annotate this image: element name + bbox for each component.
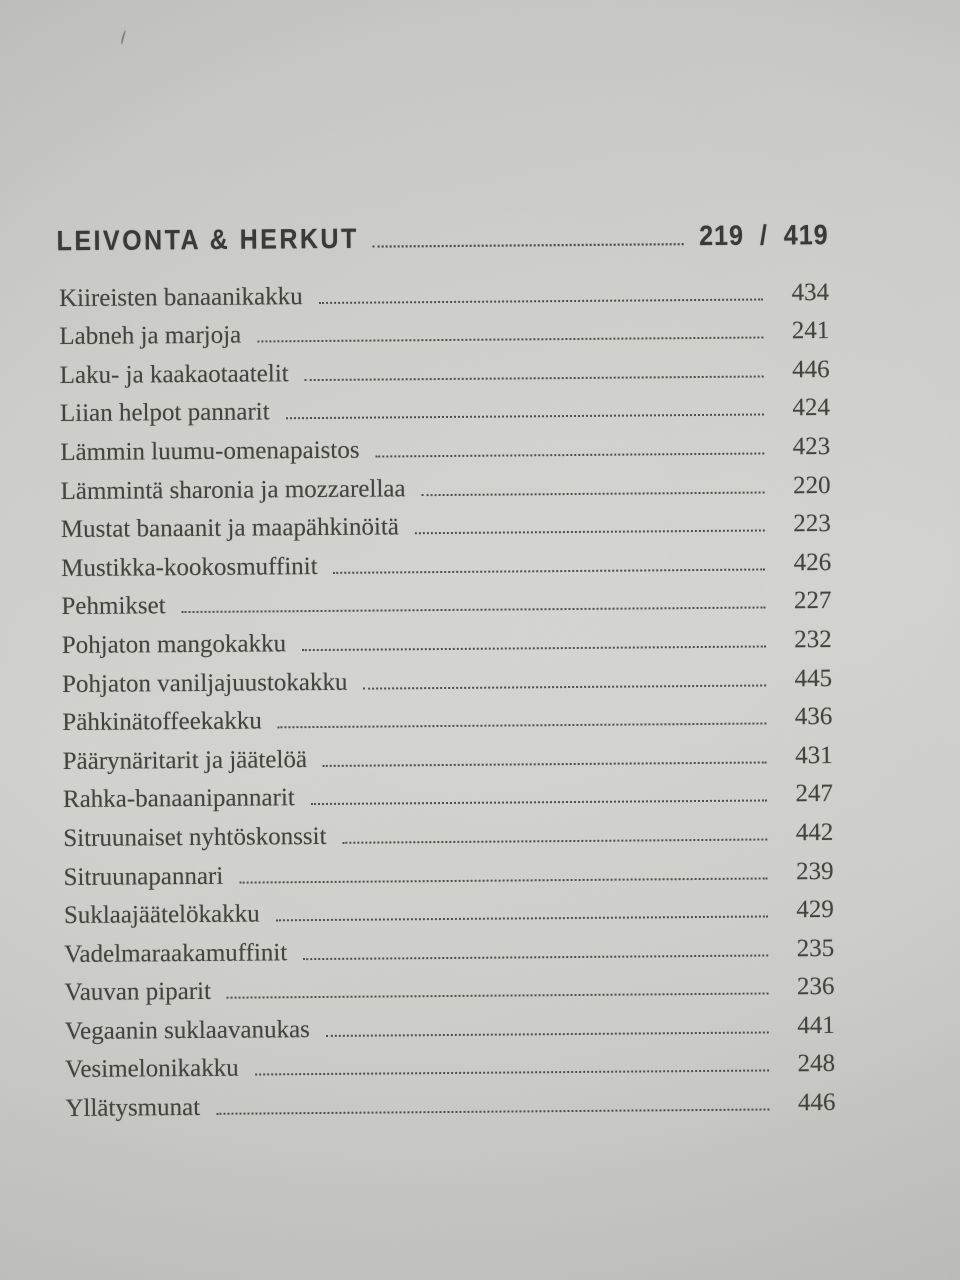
dotted-leader [255,1070,769,1076]
toc-entry [63,1001,835,1046]
dotted-leader [363,684,766,689]
dotted-leader [415,530,765,535]
toc-entry-page: 423 [792,432,831,461]
toc-entry-title: Pehmikset [61,592,166,621]
toc-entry-page: 446 [792,355,830,384]
toc-entry-page: 434 [791,278,830,306]
dotted-leader [334,568,766,573]
toc-entry-page: 442 [795,818,834,847]
toc-entry-page: 445 [794,664,833,692]
paper-fiber-fleck [120,30,128,46]
toc-entry [61,847,833,892]
toc-entry-title: Mustikka-kookosmuffinit [61,552,318,582]
toc-entry [58,461,830,506]
toc-list [57,268,836,1123]
toc-entry [60,731,832,776]
toc-entry-title: Vegaanin suklaavanukas [64,1015,310,1045]
toc-entry-page: 220 [792,471,831,499]
toc-entry-page: 441 [797,1011,835,1040]
toc-content [56,219,836,1123]
dotted-leader [216,1109,769,1115]
toc-entry-page: 232 [794,625,832,654]
dotted-leader [305,375,764,381]
toc-entry-page: 227 [793,587,832,615]
toc-entry-page: 235 [796,934,835,962]
toc-entry-title: Yllätysmunat [65,1094,201,1123]
toc-entry-title: Päärynäritarit ja jäätelöä [62,745,308,775]
toc-entry [62,924,834,969]
toc-entry-title: Vauvan piparit [64,978,212,1007]
page-separator: / [759,219,768,252]
toc-entry [61,770,833,815]
dotted-leader [278,723,767,729]
dotted-leader [376,452,765,457]
toc-entry-page: 446 [797,1089,836,1117]
toc-entry-page: 241 [791,317,830,345]
toc-entry [62,963,834,1008]
toc-entry-page: 248 [797,1050,836,1078]
dotted-leader [276,916,768,922]
toc-entry-page: 431 [795,741,833,769]
dotted-leader [286,414,764,420]
toc-entry-title: Laku- ja kaakaotaatelit [59,360,289,389]
dotted-leader [319,298,763,303]
section-title: LEIVONTA & HERKUT [56,223,359,257]
dotted-leader [311,800,767,806]
dotted-leader [326,1031,769,1036]
book-total-page: 419 [783,219,829,252]
toc-entry [60,654,832,699]
toc-entry-title: Mustat banaanit ja maapähkinöitä [60,513,400,544]
toc-entry-title: Sitruunaiset nyhtöskonssit [63,822,327,852]
toc-entry-title: Pohjaton vaniljajuustokakku [61,668,348,698]
toc-entry [61,808,833,853]
dotted-leader [239,877,767,883]
toc-entry-title: Suklaajäätelökakku [63,900,260,930]
toc-entry-page: 236 [796,973,835,1001]
dotted-leader [343,838,768,843]
toc-entry [63,1040,835,1085]
toc-entry [57,345,829,390]
dotted-leader [302,645,766,651]
toc-entry-title: Vadelmaraakamuffinit [64,938,288,968]
toc-entry-page: 239 [795,857,834,885]
toc-entry-title: Pohjaton mangokakku [61,630,287,659]
toc-entry [57,307,829,352]
toc-entry [62,885,834,930]
dotted-leader [227,993,769,999]
toc-entry-page: 247 [795,780,834,808]
toc-entry [57,268,829,313]
section-header [56,220,828,259]
toc-entry-page: 426 [793,548,832,577]
toc-entry-title: Lämmin luumu-omenapaistos [60,436,360,466]
toc-entry-page: 424 [792,394,831,422]
dotted-leader [323,761,767,766]
toc-entry [59,500,831,545]
toc-entry [58,384,830,429]
header-dotted-leader [373,243,683,248]
toc-entry-title: Lämmintä sharonia ja mozzarellaa [60,474,406,505]
toc-entry-title: Rahka-banaanipannarit [62,784,295,814]
toc-entry-title: Sitruunapannari [63,862,224,891]
toc-entry-page: 429 [796,896,834,924]
dotted-leader [257,337,763,343]
section-start-page: 219 [699,220,745,252]
dotted-leader [303,954,768,960]
toc-entry-title: Pähkinätoffeekakku [62,707,262,737]
header-page-indicator [699,220,829,253]
toc-entry [63,1078,835,1123]
dotted-leader [422,491,765,496]
toc-entry [58,422,830,467]
toc-entry-page: 223 [793,510,831,538]
dotted-leader [182,607,766,614]
toc-entry [60,692,832,737]
toc-entry [60,615,832,660]
toc-entry-title: Kiireisten banaanikakku [58,282,303,312]
toc-entry-title: Vesimelonikakku [64,1055,239,1084]
toc-entry [59,538,831,583]
toc-entry-title: Liian helpot pannarit [59,398,270,428]
toc-entry-page: 436 [794,703,833,731]
toc-entry [59,577,831,622]
toc-entry-title: Labneh ja marjoja [59,321,242,351]
